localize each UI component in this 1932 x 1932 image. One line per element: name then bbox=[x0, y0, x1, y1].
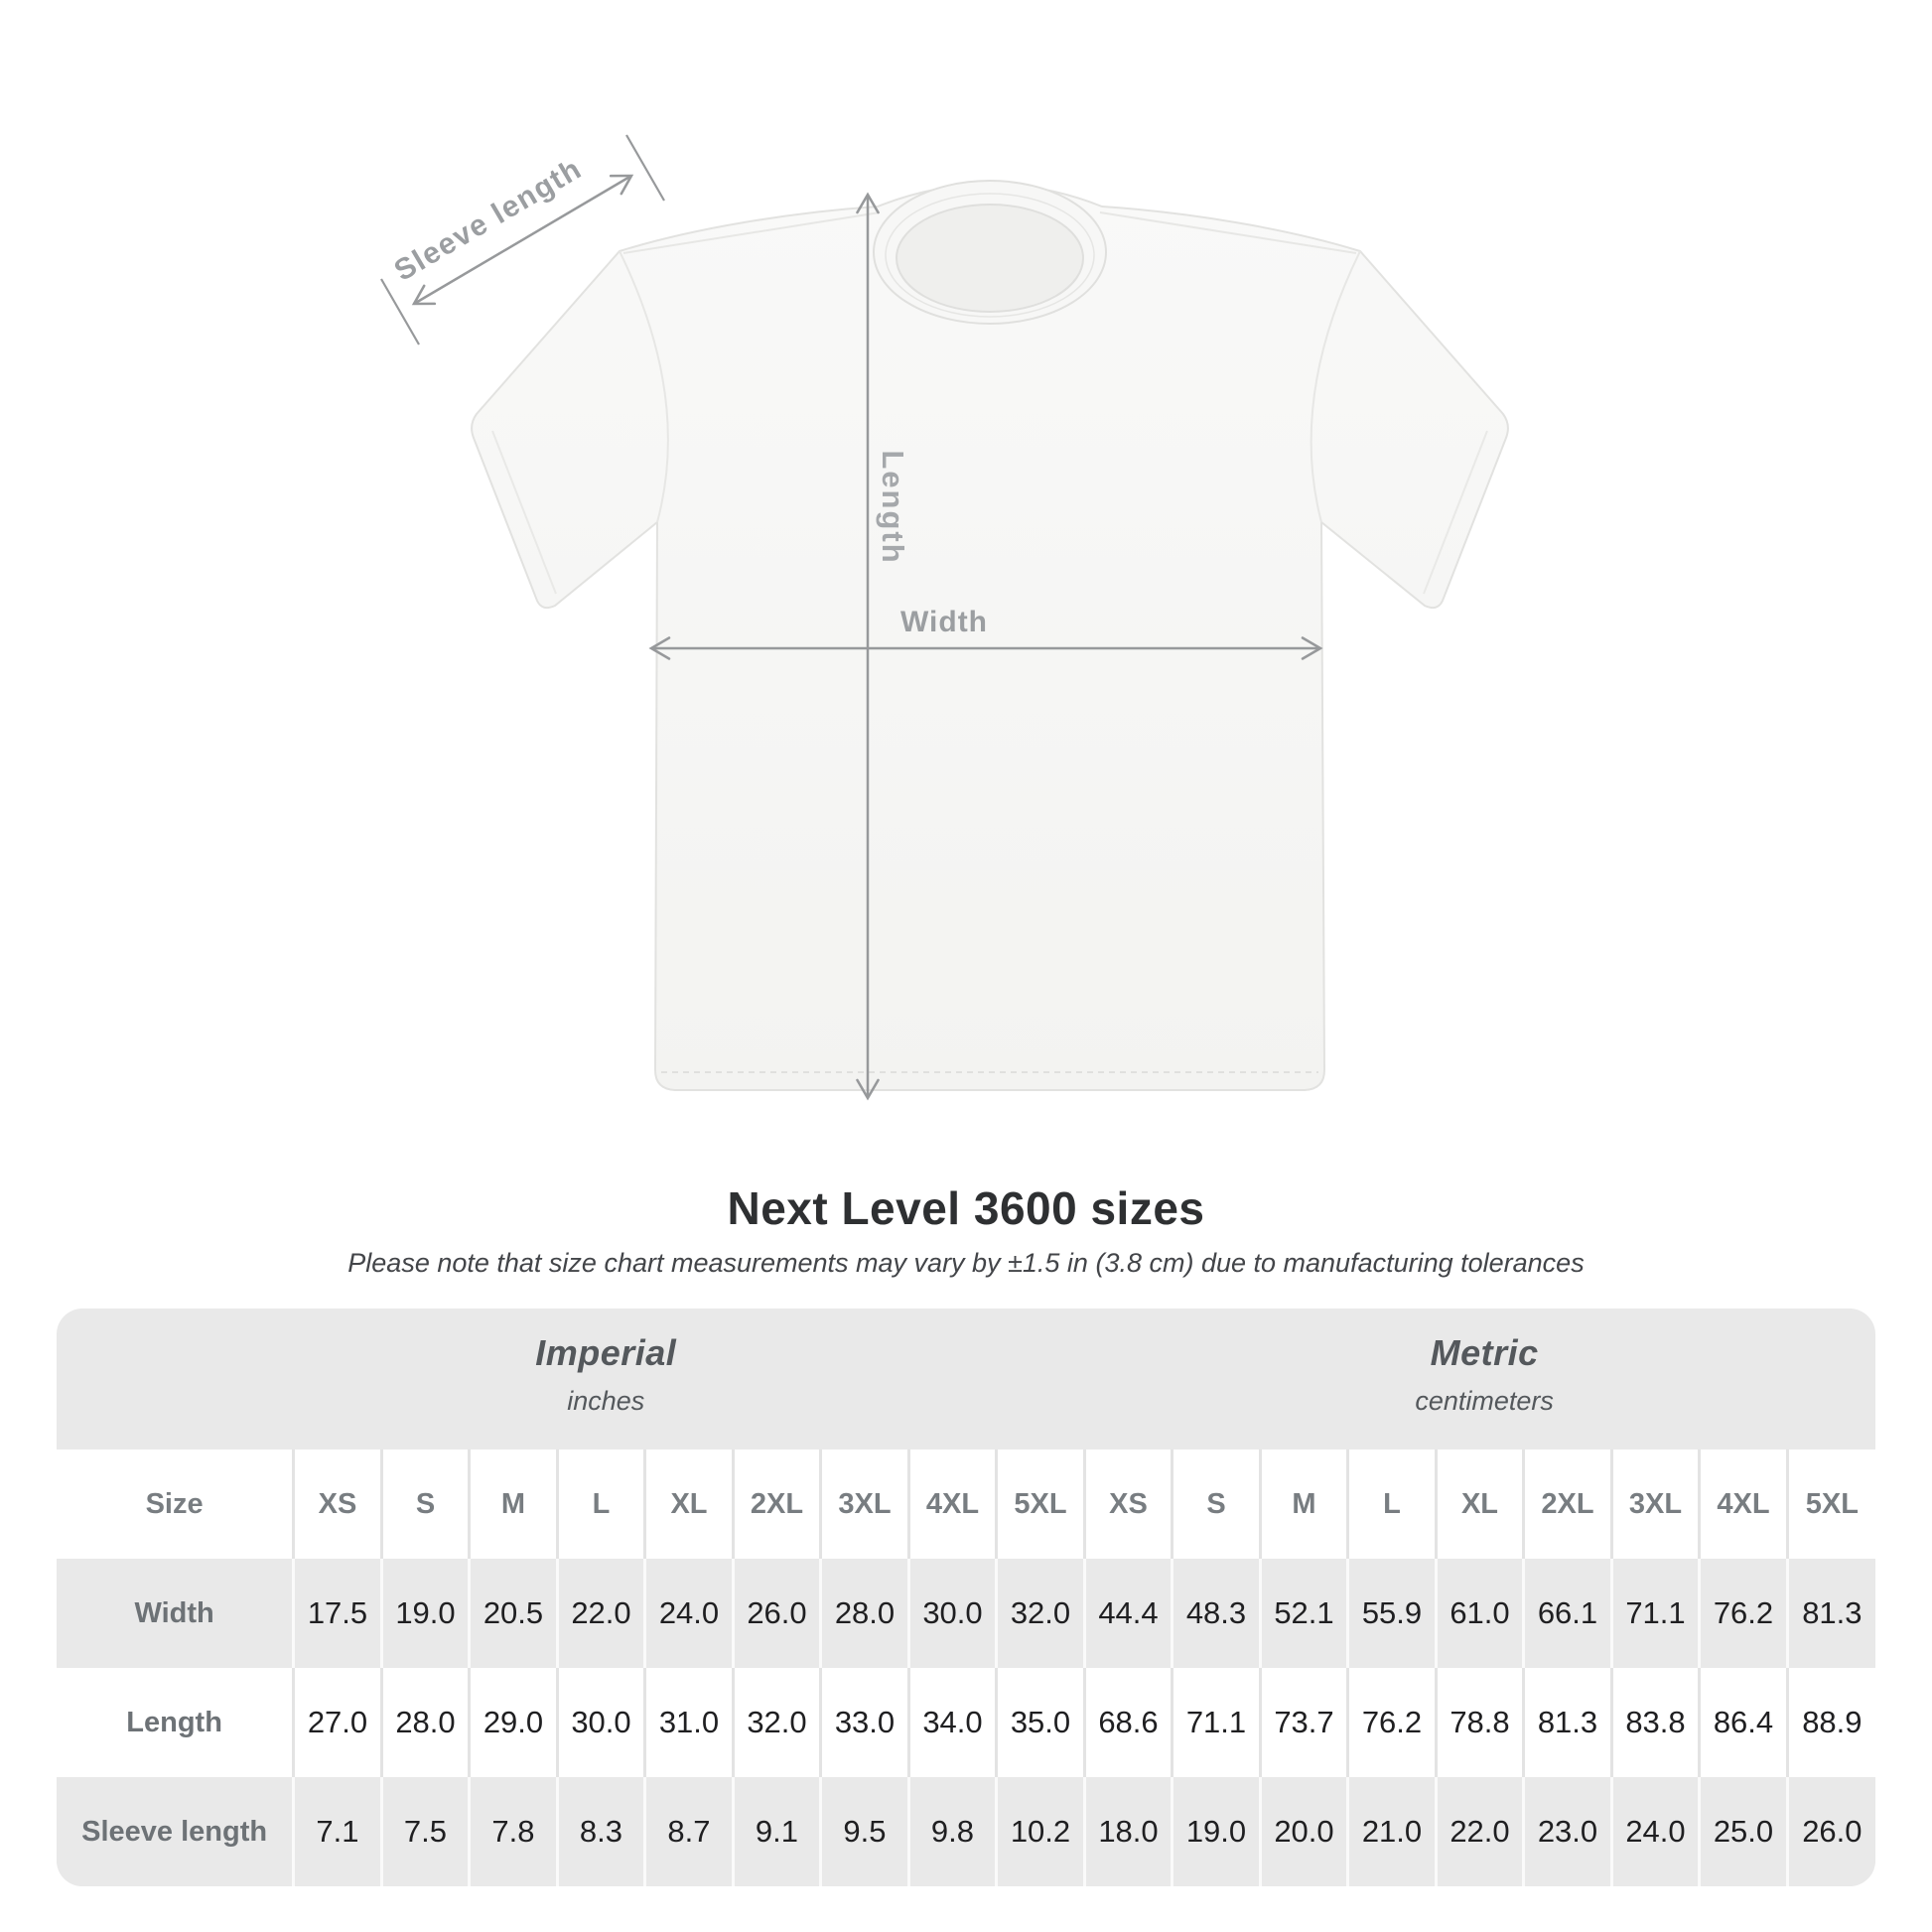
measurement-cell: 7.8 bbox=[470, 1777, 558, 1886]
measurement-cell: 76.2 bbox=[1700, 1559, 1788, 1668]
measurement-row bbox=[57, 1559, 1875, 1668]
measurement-cell: 29.0 bbox=[470, 1668, 558, 1777]
measurement-cell: 19.0 bbox=[1173, 1777, 1261, 1886]
measurement-cell: 81.3 bbox=[1787, 1559, 1875, 1668]
measurement-cell: 88.9 bbox=[1787, 1668, 1875, 1777]
size-header-cell: 3XL bbox=[1611, 1449, 1700, 1559]
width-label: Width bbox=[899, 606, 989, 638]
size-header-cell: 4XL bbox=[1700, 1449, 1788, 1559]
measurement-cell: 20.0 bbox=[1260, 1777, 1348, 1886]
measurement-cell: 23.0 bbox=[1524, 1777, 1612, 1886]
measurement-cell: 22.0 bbox=[1436, 1777, 1524, 1886]
size-table bbox=[57, 1449, 1875, 1886]
size-header-cell: 2XL bbox=[1524, 1449, 1612, 1559]
measurement-cell: 83.8 bbox=[1611, 1668, 1700, 1777]
measurement-cell: 71.1 bbox=[1173, 1668, 1261, 1777]
size-header-cell: 2XL bbox=[733, 1449, 821, 1559]
measurement-cell: 30.0 bbox=[557, 1668, 645, 1777]
measurement-cell: 55.9 bbox=[1348, 1559, 1437, 1668]
measurement-row-label: Width bbox=[57, 1559, 294, 1668]
measurement-cell: 61.0 bbox=[1436, 1559, 1524, 1668]
imperial-subtitle: inches bbox=[567, 1386, 645, 1416]
measurement-cell: 66.1 bbox=[1524, 1559, 1612, 1668]
size-header-cell: S bbox=[1173, 1449, 1261, 1559]
measurement-cell: 81.3 bbox=[1524, 1668, 1612, 1777]
metric-title: Metric bbox=[1430, 1332, 1539, 1373]
measurement-cell: 34.0 bbox=[908, 1668, 997, 1777]
measurement-cell: 8.3 bbox=[557, 1777, 645, 1886]
measurement-cell: 28.0 bbox=[821, 1559, 909, 1668]
tshirt-shape bbox=[472, 181, 1508, 1090]
size-header-cell: L bbox=[1348, 1449, 1437, 1559]
measurement-cell: 27.0 bbox=[294, 1668, 382, 1777]
measurement-cell: 44.4 bbox=[1084, 1559, 1173, 1668]
sleeve-length-label: Sleeve length bbox=[388, 152, 588, 288]
measurement-cell: 32.0 bbox=[997, 1559, 1085, 1668]
measurement-cell: 30.0 bbox=[908, 1559, 997, 1668]
measurement-row bbox=[57, 1668, 1875, 1777]
imperial-unit-header bbox=[535, 1332, 676, 1417]
measurement-cell: 73.7 bbox=[1260, 1668, 1348, 1777]
measurement-row-label: Length bbox=[57, 1668, 294, 1777]
size-column-header: Size bbox=[57, 1449, 294, 1559]
size-header-cell: L bbox=[557, 1449, 645, 1559]
measurement-cell: 26.0 bbox=[1787, 1777, 1875, 1886]
size-header-cell: 5XL bbox=[997, 1449, 1085, 1559]
page-subtitle: Please note that size chart measurements may vary by ±1.5 in (3.8 cm) due to manufacturing tolerances bbox=[347, 1248, 1585, 1278]
measurement-row-label: Sleeve length bbox=[57, 1777, 294, 1886]
size-header-cell: M bbox=[1260, 1449, 1348, 1559]
measurement-cell: 68.6 bbox=[1084, 1668, 1173, 1777]
sleeve-start-tick bbox=[381, 279, 419, 345]
metric-unit-header bbox=[1415, 1332, 1554, 1417]
size-header-cell: 3XL bbox=[821, 1449, 909, 1559]
measurement-cell: 35.0 bbox=[997, 1668, 1085, 1777]
tshirt-diagram bbox=[328, 129, 1569, 1162]
measurement-cell: 71.1 bbox=[1611, 1559, 1700, 1668]
size-header-cell: XS bbox=[294, 1449, 382, 1559]
size-header-cell: S bbox=[381, 1449, 470, 1559]
measurement-cell: 86.4 bbox=[1700, 1668, 1788, 1777]
measurement-cell: 9.8 bbox=[908, 1777, 997, 1886]
size-header-cell: M bbox=[470, 1449, 558, 1559]
measurement-cell: 28.0 bbox=[381, 1668, 470, 1777]
imperial-title: Imperial bbox=[535, 1332, 677, 1373]
measurement-cell: 25.0 bbox=[1700, 1777, 1788, 1886]
length-label: Length bbox=[876, 450, 910, 565]
measurement-cell: 7.1 bbox=[294, 1777, 382, 1886]
size-table-card bbox=[57, 1309, 1875, 1886]
measurement-cell: 24.0 bbox=[1611, 1777, 1700, 1886]
measurement-cell: 78.8 bbox=[1436, 1668, 1524, 1777]
measurement-cell: 8.7 bbox=[645, 1777, 734, 1886]
measurement-cell: 24.0 bbox=[645, 1559, 734, 1668]
measurement-cell: 9.5 bbox=[821, 1777, 909, 1886]
measurement-cell: 26.0 bbox=[733, 1559, 821, 1668]
measurement-cell: 20.5 bbox=[470, 1559, 558, 1668]
metric-subtitle: centimeters bbox=[1415, 1386, 1554, 1416]
measurement-cell: 7.5 bbox=[381, 1777, 470, 1886]
size-header-cell: 5XL bbox=[1787, 1449, 1875, 1559]
sleeve-end-tick bbox=[626, 135, 664, 201]
size-header-cell: XL bbox=[645, 1449, 734, 1559]
size-header-row bbox=[57, 1449, 1875, 1559]
measurement-cell: 9.1 bbox=[733, 1777, 821, 1886]
measurement-row bbox=[57, 1777, 1875, 1886]
measurement-cell: 19.0 bbox=[381, 1559, 470, 1668]
size-header-cell: XL bbox=[1436, 1449, 1524, 1559]
size-header-cell: XS bbox=[1084, 1449, 1173, 1559]
measurement-cell: 18.0 bbox=[1084, 1777, 1173, 1886]
measurement-cell: 31.0 bbox=[645, 1668, 734, 1777]
measurement-cell: 76.2 bbox=[1348, 1668, 1437, 1777]
measurement-cell: 33.0 bbox=[821, 1668, 909, 1777]
measurement-cell: 52.1 bbox=[1260, 1559, 1348, 1668]
measurement-cell: 17.5 bbox=[294, 1559, 382, 1668]
measurement-cell: 21.0 bbox=[1348, 1777, 1437, 1886]
page-title: Next Level 3600 sizes bbox=[727, 1182, 1205, 1234]
measurement-cell: 48.3 bbox=[1173, 1559, 1261, 1668]
measurement-cell: 22.0 bbox=[557, 1559, 645, 1668]
size-header-cell: 4XL bbox=[908, 1449, 997, 1559]
measurement-cell: 32.0 bbox=[733, 1668, 821, 1777]
measurement-cell: 10.2 bbox=[997, 1777, 1085, 1886]
unit-band bbox=[57, 1309, 1875, 1449]
